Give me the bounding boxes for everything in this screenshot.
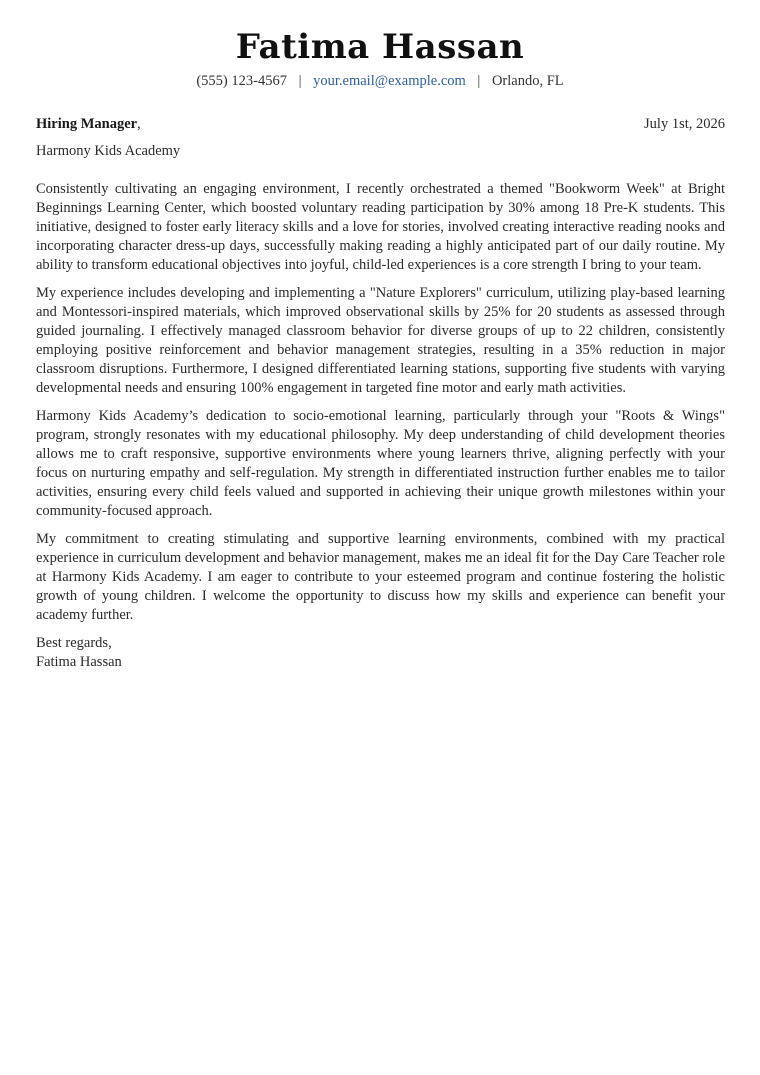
letter-date: July 1st, 2026: [644, 116, 725, 132]
recipient-punct: ,: [137, 116, 141, 132]
recipient-name: Hiring Manager: [36, 116, 138, 132]
closing: Best regards,: [36, 635, 112, 651]
signature-name: Fatima Hassan: [36, 654, 122, 670]
phone-number: (555) 123-4567: [196, 73, 287, 89]
paragraph-4: My commitment to creating stimulating and supportive learning environments, combined with my practical experience in curriculum development and behavior management, makes me an ideal fit for the Day Care Teacher role at Harmony Kids Academy. I am eager to contribute to your esteemed program and continue fostering the holistic growth of young children. I welcome the opportunity to discuss how my skills and experience can benefit your academy further.: [36, 531, 725, 623]
organization-name: Harmony Kids Academy: [36, 143, 181, 159]
letter-body: [36, 115, 725, 672]
location: Orlando, FL: [491, 73, 564, 89]
salutation-row: [36, 115, 725, 134]
separator: |: [477, 73, 481, 89]
paragraph-3: Harmony Kids Academy’s dedication to socio-emotional learning, particularly through your "Roots & Wings" program, strongly resonates with my educational philosophy. My deep understanding of child development theories allows me to craft responsive, supportive environments where young learners thrive, aligning perfectly with your focus on nurturing empathy and self-regulation. My strength in differentiated instruction further enables me to tailor activities, ensuring every child feels valued and supported in achieving their unique growth milestones within your community-focused approach.: [36, 408, 725, 519]
paragraph-2: My experience includes developing and implementing a "Nature Explorers" curriculum, utilizing play-based learning and Montessori-inspired materials, which improved observational skills by 25% for 20 students as assessed through guided journaling. I effectively managed classroom behavior for diverse groups of up to 22 children, consistently employing positive reinforcement and behavior management strategies, resulting in a 35% reduction in major classroom disruptions. Furthermore, I designed differentiated learning stations, supporting five students with varying developmental needs and ensuring 100% engagement in targeted fine motor and early math activities.: [36, 285, 725, 396]
paragraph-1: Consistently cultivating an engaging environment, I recently orchestrated a themed "Bookworm Week" at Bright Beginnings Learning Center, which boosted voluntary reading participation by 30% among 18 Pre-K students. This initiative, designed to foster early literacy skills and a love for stories, involved creating interactive reading nooks and incorporating character dress-up days, successfully making reading a highly anticipated part of our daily routine. My ability to transform educational objectives into joyful, child-led experiences is a core strength I bring to your team.: [36, 181, 725, 273]
contact-line: [0, 73, 760, 90]
recipient: [36, 115, 141, 134]
email-link[interactable]: your.email@example.com: [313, 73, 466, 89]
separator: |: [298, 73, 302, 89]
applicant-name: Fatima Hassan: [235, 27, 525, 67]
